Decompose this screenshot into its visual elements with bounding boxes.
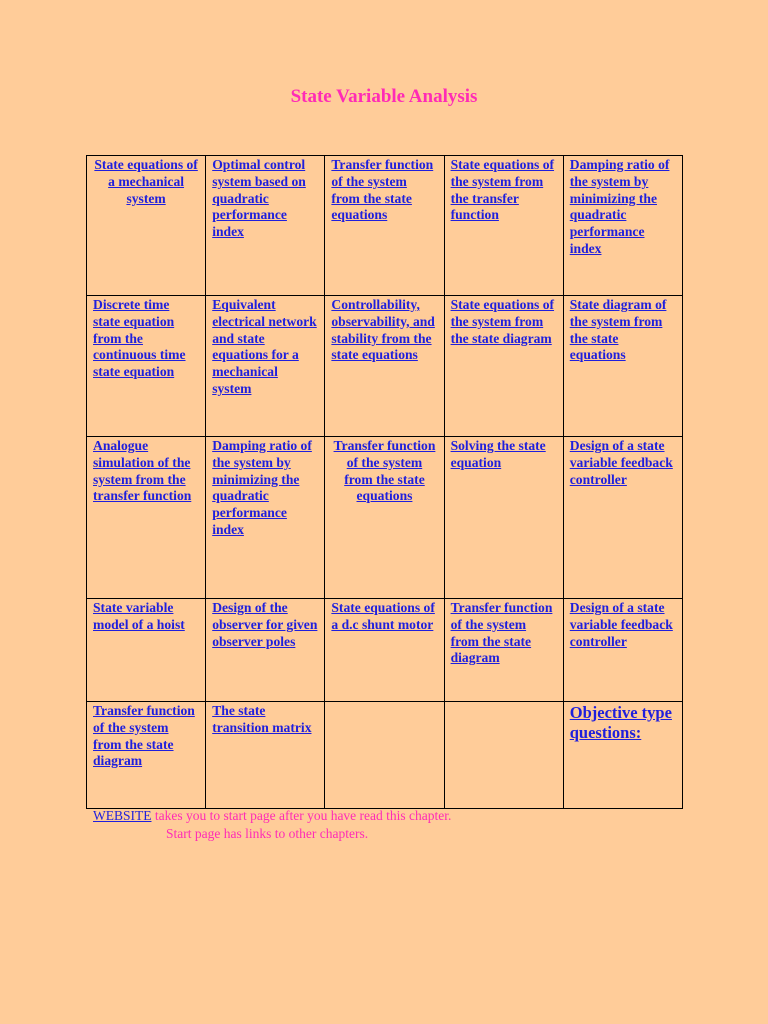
table-cell xyxy=(325,599,444,702)
topic-link[interactable]: The state transition matrix xyxy=(212,703,312,735)
footer-line-1 xyxy=(93,808,451,824)
topic-link[interactable]: Damping ratio of the system by minimizing the quadratic performance index xyxy=(212,438,312,537)
table-cell xyxy=(563,296,682,437)
table-cell xyxy=(325,296,444,437)
empty-cell xyxy=(444,702,563,809)
topic-link[interactable]: Discrete time state equation from the continuous time state equation xyxy=(93,297,186,380)
topic-link[interactable]: Transfer function of the system from the state diagram xyxy=(450,600,553,666)
table-cell xyxy=(87,156,206,296)
table-cell xyxy=(206,437,325,599)
topic-link[interactable]: Transfer function of the system from the state diagram xyxy=(93,703,195,769)
table-cell xyxy=(87,599,206,702)
table-cell xyxy=(87,437,206,599)
topic-link[interactable]: State diagram of the system from the state equations xyxy=(569,297,667,363)
table-cell xyxy=(563,156,682,296)
topic-link[interactable]: Design of a state variable feedback controller xyxy=(569,438,673,487)
chapter-topics-table xyxy=(86,155,683,809)
table-cell xyxy=(206,156,325,296)
footer-text-2: Start page has links to other chapters. xyxy=(166,826,369,841)
topic-link[interactable]: State variable model of a hoist xyxy=(93,600,185,632)
table-cell xyxy=(87,702,206,809)
table-cell xyxy=(206,599,325,702)
table-cell xyxy=(563,437,682,599)
topic-link[interactable]: State equations of a mechanical system xyxy=(94,157,198,206)
topic-link[interactable]: Optimal control system based on quadratic performance index xyxy=(212,157,306,240)
table-cell xyxy=(563,702,682,809)
table-cell xyxy=(563,599,682,702)
table-cell xyxy=(325,156,444,296)
topic-link[interactable]: State equations of the system from the state diagram xyxy=(450,297,555,346)
table-cell xyxy=(325,437,444,599)
table-row xyxy=(87,702,683,809)
table-row xyxy=(87,156,683,296)
topic-link[interactable]: Design of a state variable feedback controller xyxy=(569,600,673,649)
table-row xyxy=(87,296,683,437)
table-row xyxy=(87,437,683,599)
table-cell xyxy=(444,296,563,437)
topic-link[interactable]: Design of the observer for given observer poles xyxy=(212,600,318,649)
table-cell xyxy=(206,296,325,437)
topic-link[interactable]: Equivalent electrical network and state equations for a mechanical system xyxy=(212,297,317,396)
topic-link[interactable]: Solving the state equation xyxy=(450,438,546,470)
table-cell xyxy=(87,296,206,437)
topic-link[interactable]: Analogue simulation of the system from the transfer function xyxy=(93,438,192,504)
table-row xyxy=(87,599,683,702)
topic-link[interactable]: Damping ratio of the system by minimizing the quadratic performance index xyxy=(569,157,670,256)
table-cell xyxy=(444,599,563,702)
topic-link[interactable]: Transfer function of the system from the state equations xyxy=(331,157,434,223)
table-cell xyxy=(444,437,563,599)
topic-link[interactable]: Controllability, observability, and stability from the state equations xyxy=(331,297,435,363)
footer-text-1: takes you to start page after you have read this chapter. xyxy=(151,808,452,823)
objective-questions-link[interactable]: Objective type questions: xyxy=(569,703,672,742)
table-cell xyxy=(206,702,325,809)
page-title: State Variable Analysis xyxy=(290,86,478,107)
website-link[interactable]: WEBSITE xyxy=(93,808,152,823)
empty-cell xyxy=(325,702,444,809)
topic-link[interactable]: State equations of a d.c shunt motor xyxy=(331,600,435,632)
topic-link[interactable]: Transfer function of the system from the state equations xyxy=(333,438,436,504)
table-cell xyxy=(444,156,563,296)
topic-link[interactable]: State equations of the system from the transfer function xyxy=(450,157,555,223)
